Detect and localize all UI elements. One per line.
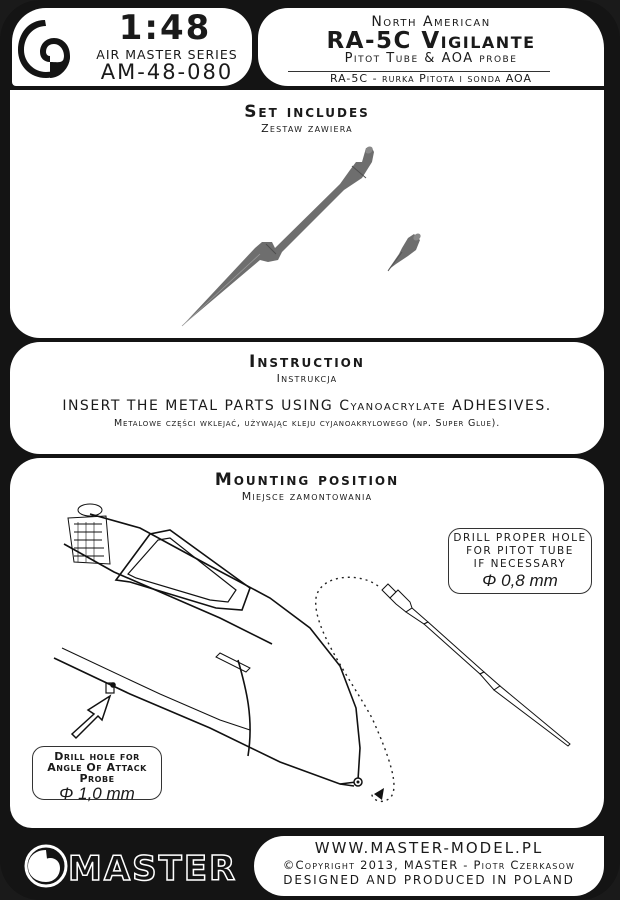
master-wordmark-icon bbox=[12, 838, 252, 894]
footer-info-panel bbox=[254, 836, 604, 896]
pitot-tube-part-icon bbox=[182, 145, 374, 326]
pitot-note-line: IF NECESSARY bbox=[473, 558, 567, 570]
manufacturer-label: North American bbox=[371, 14, 491, 30]
header-scale-panel bbox=[12, 8, 252, 86]
aoa-probe-part-icon bbox=[388, 232, 422, 338]
master-brand-logo bbox=[12, 838, 252, 894]
product-code: AM-48-080 bbox=[100, 60, 234, 84]
mounting-title-pl: Miejsce zamontowania bbox=[241, 490, 373, 503]
aoa-arrow-icon bbox=[72, 696, 110, 738]
copyright-text: ©Copyright 2013, MASTER - Piotr Czerkasow bbox=[282, 858, 576, 872]
pitot-tube-drawing-icon bbox=[382, 584, 570, 746]
pitot-hole-diameter: Φ 0,8 mm bbox=[482, 571, 558, 590]
ejection-seat-drawing bbox=[68, 504, 110, 564]
instruction-section bbox=[10, 342, 604, 454]
instruction-text-pl: Metalowe części wklejać, używając kleju cyjanoakrylowego (np. Super Glue). bbox=[113, 418, 501, 429]
series-label: AIR MASTER SERIES bbox=[96, 47, 238, 62]
model-title: RA-5C Vigilante bbox=[326, 28, 536, 54]
set-includes-title-pl: Zestaw zawiera bbox=[261, 122, 353, 135]
made-in-text: DESIGNED AND PRODUCED IN POLAND bbox=[283, 873, 575, 887]
set-includes-section bbox=[10, 90, 604, 338]
product-subtitle: Pitot Tube & AOA probe bbox=[344, 51, 518, 66]
instruction-title-pl: Instrukcja bbox=[276, 372, 338, 385]
mounting-title: Mounting position bbox=[214, 470, 400, 490]
website-url: WWW.MASTER-MODEL.PL bbox=[314, 839, 544, 857]
aoa-drill-note bbox=[32, 746, 162, 803]
scale-label: 1:48 bbox=[118, 8, 212, 48]
aoa-note-line: Probe bbox=[79, 772, 115, 785]
aoa-note-line: Drill hole for bbox=[54, 750, 140, 763]
aoa-note-line: Angle Of Attack bbox=[47, 761, 147, 774]
aoa-hole-marker bbox=[106, 683, 115, 693]
svg-text:MASTER: MASTER bbox=[68, 849, 238, 889]
instruction-text: INSERT THE METAL PARTS USING Cyanoacrylate ADHESIVES. bbox=[62, 398, 552, 414]
pitot-note-line: DRILL PROPER HOLE bbox=[453, 532, 587, 544]
path-arrowhead-icon bbox=[374, 788, 384, 800]
parts-render bbox=[10, 90, 604, 338]
mounting-position-section bbox=[10, 458, 604, 828]
aoa-hole-diameter: Φ 1,0 mm bbox=[59, 784, 135, 803]
master-swirl-logo-icon bbox=[16, 16, 74, 80]
pitot-note-line: FOR PITOT TUBE bbox=[466, 545, 574, 557]
mounting-path-dotted bbox=[316, 577, 394, 801]
instruction-title: Instruction bbox=[249, 352, 365, 372]
header-title-panel bbox=[258, 8, 604, 86]
product-subtitle-pl: RA-5C - rurka Pitota i sonda AOA bbox=[329, 72, 533, 85]
set-includes-title: Set includes bbox=[244, 102, 370, 122]
pitot-drill-note bbox=[448, 528, 592, 594]
